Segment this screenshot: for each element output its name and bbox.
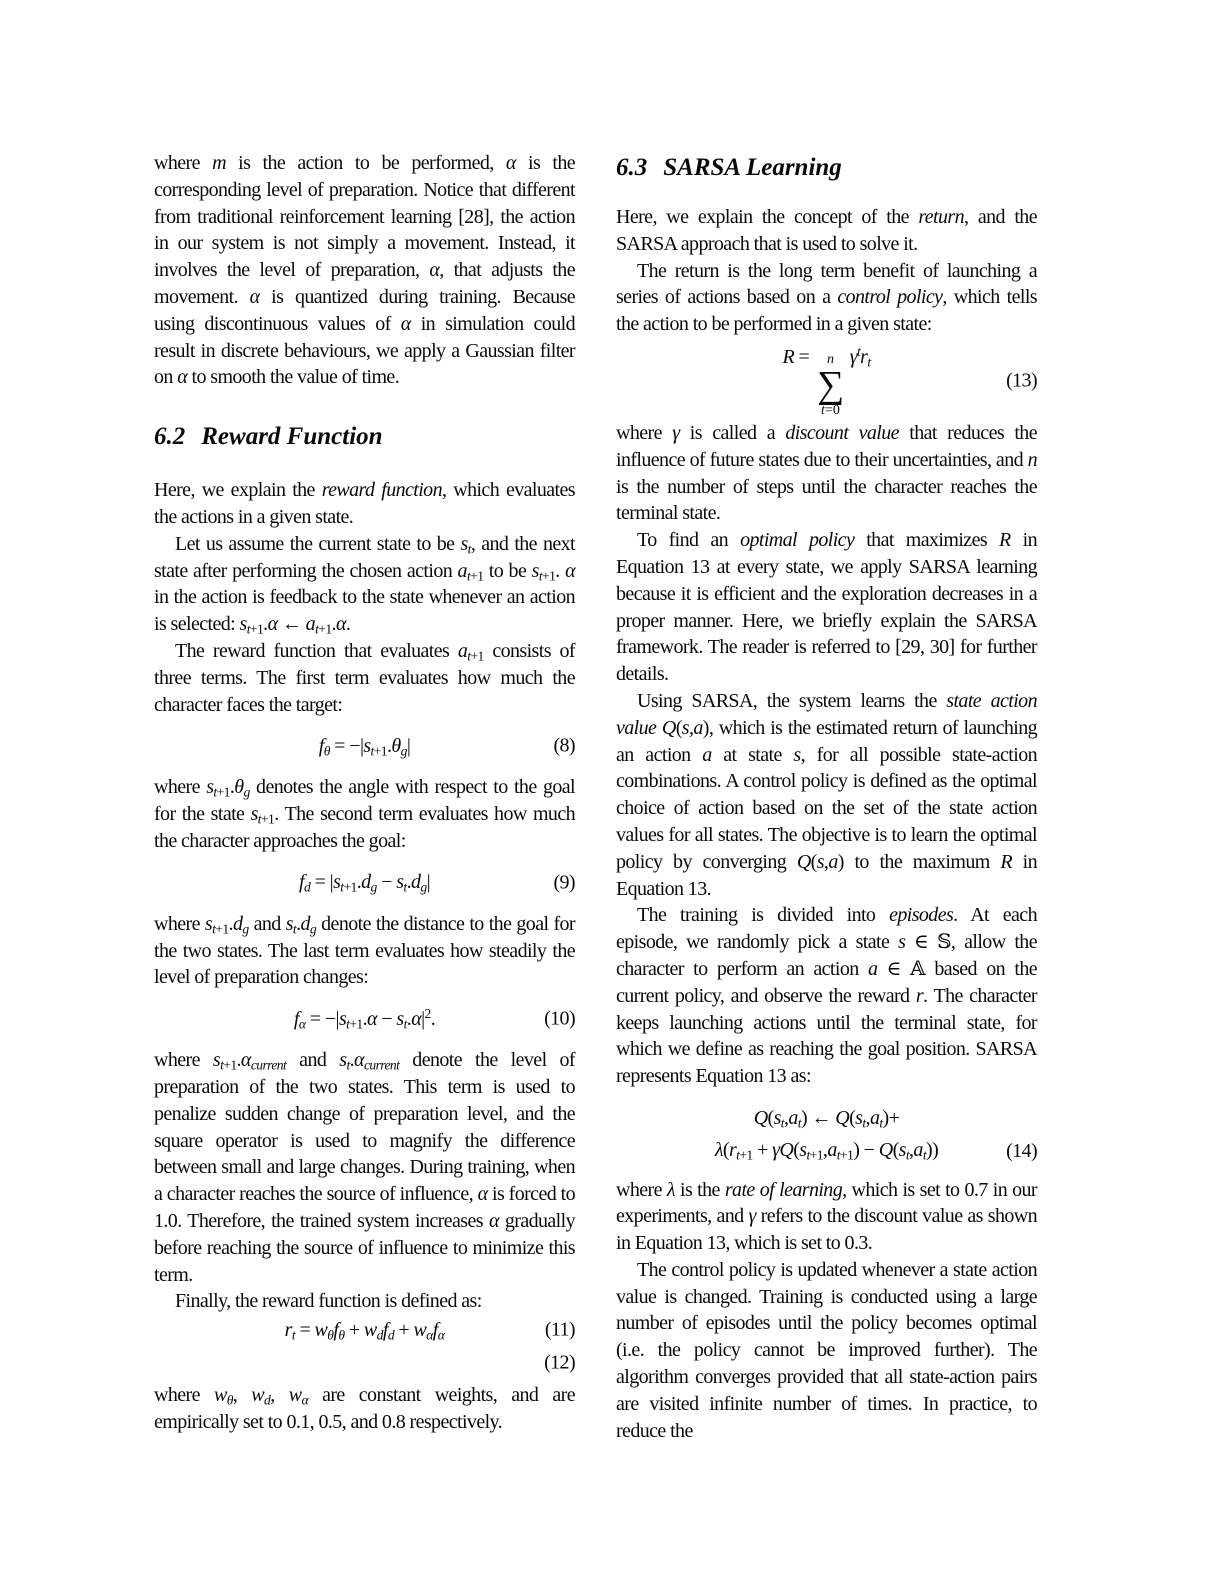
equation-10-body: $f_\alpha = -|s_{t+1}.\alpha - s_t.\alpha|^2$. (293, 1005, 436, 1032)
paragraph-assume-state: Let us assume the current state to be $s_t$, and the next state after performing the chosen action $a_{t+1}$ to be $s_{t+1}$. α in the action is feedback to the state whenever an action is selected: $s_{t+1}.\alpha$ ← $a_{t+1}.\alpha$. (154, 532, 575, 637)
equation-13-number: (13) (1006, 369, 1037, 392)
section-title: SARSA Learning (663, 154, 842, 181)
equation-9 (154, 863, 575, 903)
equation-8-body: $f_\theta = -|s_{t+1}.\theta_g|$ (318, 734, 411, 759)
paragraph-optimal-policy: To find an optimal policy that maximizes R in Equation 13 at every state, we apply SARSA learning because it is efficient and the exploration decreases in a proper manner. Here, we briefly explain the SARSA framework. The reader is referred to [29, 30] for further details. (616, 529, 1037, 686)
equation-14-line2: $\lambda(r_{t+1} + \gamma Q(s_{t+1},a_{t+1}) - Q(s_t,a_t))$ (714, 1138, 939, 1163)
equation-9-number: (9) (553, 871, 575, 894)
equation-13-lhs: R = (782, 345, 810, 368)
section-heading-6-2 (154, 421, 575, 453)
equation-11-number: (11) (544, 1319, 575, 1342)
paragraph-three-terms: The reward function that evaluates $a_{t+1}$ consists of three terms. The first term evaluates how much the character faces the target: (154, 639, 575, 716)
equation-11 (154, 1317, 575, 1344)
paragraph-episodes: The training is divided into episodes. At each episode, we randomly pick a state s ∈ 𝕊, allow the character to perform an action a ∈ 𝔸 based on the current policy, and observe the reward r. The character keeps launching actions until the terminal state, for which we define as reaching the goal position. SARSA represents Equation 13 as: (616, 904, 1037, 1088)
sigma-icon: ∑ (817, 363, 844, 406)
equation-8-number: (8) (553, 734, 575, 757)
paragraph-return-definition: The return is the long term benefit of launching a series of actions based on a control policy, which tells the action to be performed in a given state: (616, 259, 1037, 336)
equation-9-body: $f_d = |s_{t+1}.d_g - s_t.d_g|$ (299, 871, 430, 895)
paragraph-control-policy-update: The control policy is updated whenever a state action value is changed. Training is conducted using a large number of episodes until the policy becomes optimal (i.e. the policy cannot be improved further). The algorithm converges provided that all state-action pairs are visited infinite number of times. In practice, to reduce the (616, 1258, 1037, 1442)
right-column (616, 150, 1037, 1444)
section-number: 6.3 (616, 154, 648, 181)
equation-10-number: (10) (544, 1007, 575, 1030)
sum-upper-limit: n (826, 351, 834, 367)
summation-symbol (817, 352, 844, 418)
equation-13-rhs: $\gamma^tr_t$ (849, 344, 871, 370)
paragraph-finally: Finally, the reward function is defined as: (175, 1290, 482, 1313)
sum-lower-limit: t=0 (821, 402, 840, 418)
paragraph-discount-value: where γ is called a discount value that reduces the influence of future states due to their uncertainties, and n is the number of steps until the character reaches the terminal state. (616, 421, 1037, 525)
section-heading-6-3 (616, 152, 1037, 184)
section-title: Reward Function (201, 423, 383, 451)
equation-8 (154, 726, 575, 766)
equation-14-lines (616, 1100, 1037, 1169)
equation-12-number: (12) (544, 1351, 575, 1374)
equation-11-body: $r_t = w_\theta f_\theta + w_df_d + w_\alpha f_\alpha$ (284, 1319, 445, 1343)
left-column (154, 150, 575, 1435)
paragraph-reward-intro: Here, we explain the reward function, which evaluates the actions in a given state. (154, 479, 575, 528)
paragraph-preparation-term: where $s_{t+1}.\alpha_{current}$ and $s_t.\alpha_{current}$ denote the level of preparation of the two states. This term is used to penalize sudden change of preparation level, and the square operator is used to magnify the difference between small and large changes. During training, when a character reaches the source of influence, α is forced to 1.0. Therefore, the trained system increases α gradually before reaching the source of influence to minimize this term. (154, 1049, 575, 1286)
equation-12 (154, 1350, 575, 1376)
paragraph-where-m: where m is the action to be performed, α is the corresponding level of preparation. Notice that different from traditional reinforcement learning [28], the action in our system is not simply a movement. Instead, it involves the level of preparation, α, that adjusts the movement. α is quantized during training. Because using discontinuous values of α in simulation could result in discrete behaviours, we apply a Gaussian filter on α to smooth the value of time. (154, 152, 576, 389)
equation-13-body (782, 344, 870, 418)
paragraph-sarsa-intro: Here, we explain the concept of the return, and the SARSA approach that is used to solve it. (616, 206, 1037, 255)
equation-14-line1: $Q(s_t,a_t)$ ← $Q(s_t,a_t)+$ (753, 1106, 900, 1131)
paragraph-weights: where $w_\theta$, $w_d$, $w_\alpha$ are constant weights, and are empirically set to 0.1, 0.5, and 0.8 respectively. (154, 1383, 575, 1433)
paragraph-rate-of-learning: where λ is the rate of learning, which is set to 0.7 in our experiments, and γ refers to the discount value as shown in Equation 13, which is set to 0.3. (616, 1178, 1037, 1255)
paragraph-angle-term: where $s_{t+1}.\theta_g$ denotes the angle with respect to the goal for the state $s_{t+1}$. The second term evaluates how much the character approaches the goal: (154, 776, 575, 852)
paragraph-state-action-value: Using SARSA, the system learns the state action value Q(s,a), which is the estimated return of launching an action a at state s, for all possible state-action combinations. A control policy is defined as the optimal choice of action based on the set of the state action values for all states. The objective is to learn the optimal policy by converging Q(s,a) to the maximum R in Equation 13. (616, 689, 1037, 900)
equation-13 (616, 344, 1037, 418)
equation-14-number: (14) (1006, 1139, 1037, 1162)
equation-10 (154, 999, 575, 1039)
equation-14 (616, 1100, 1037, 1169)
section-number: 6.2 (154, 423, 186, 451)
paragraph-distance-term: where $s_{t+1}.d_g$ and $s_t.d_g$ denote the distance to the goal for the two states. The last term evaluates how steadily the level of preparation changes: (154, 912, 575, 989)
